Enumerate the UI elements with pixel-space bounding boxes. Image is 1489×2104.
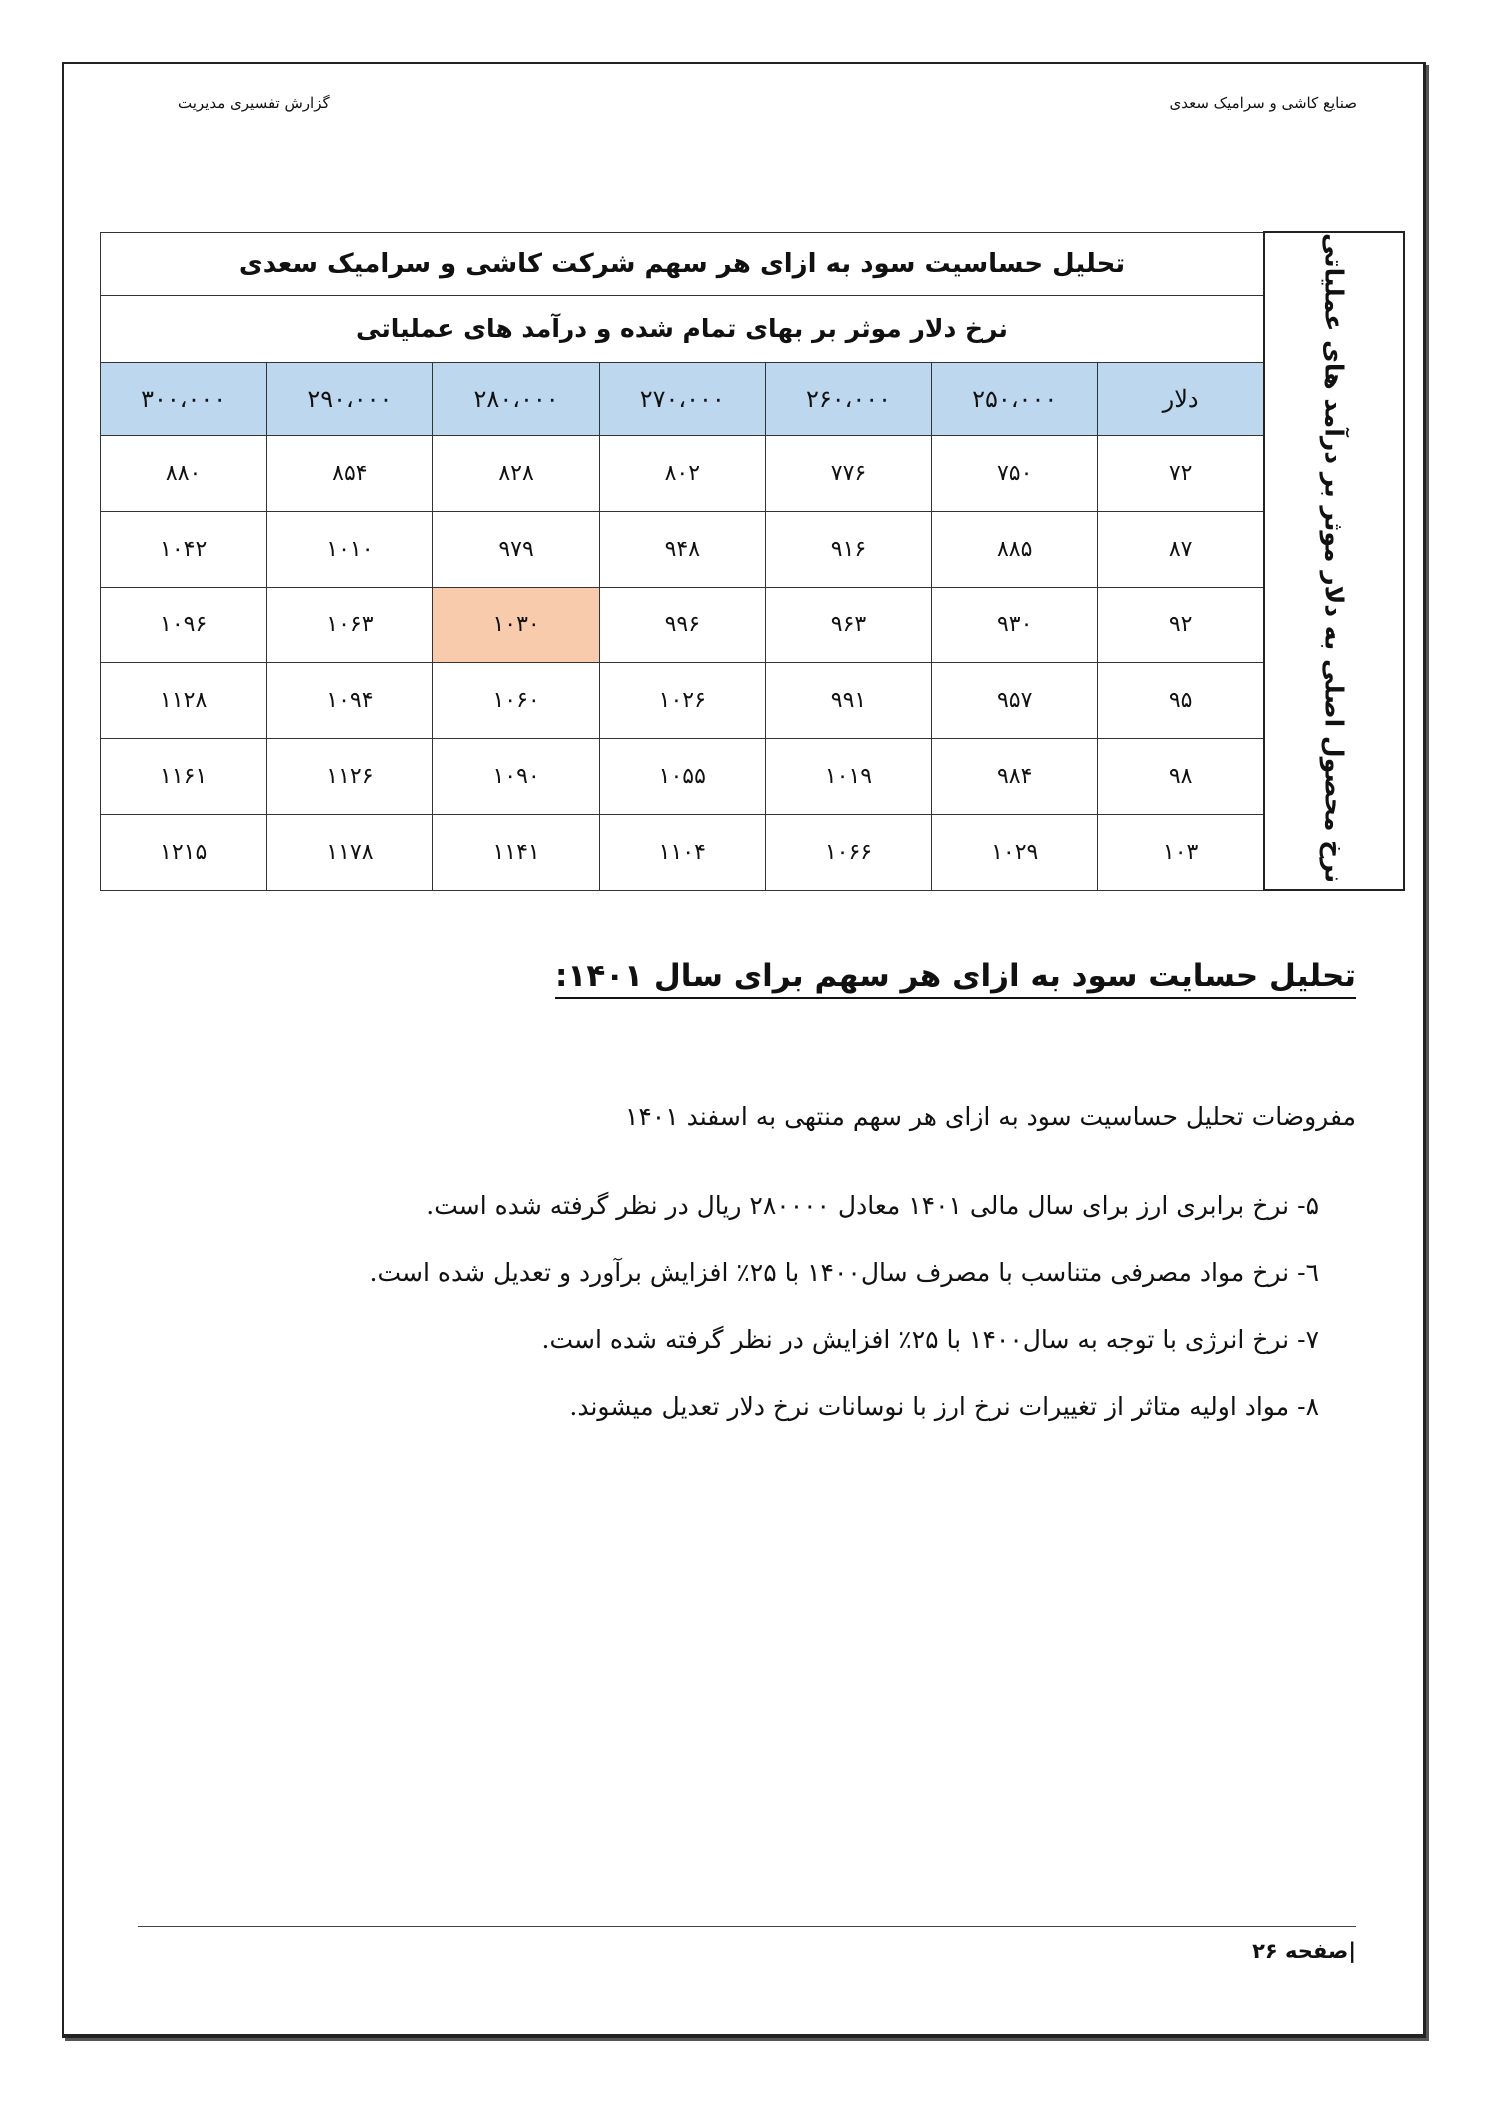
list-item-text: مواد اولیه متاثر از تغییرات نرخ ارز با نوسانات نرخ دلار تعدیل میشوند. [569, 1392, 1290, 1421]
table-cell: ۱۱۶۱ [101, 739, 267, 815]
table-cell: ۱۰۹۰ [433, 739, 599, 815]
table-cell: ۱۱۲۸ [101, 663, 267, 739]
table-cell: ۹۸ [1098, 739, 1264, 815]
table-row [101, 663, 1405, 739]
table-cell: ۱۰۹۴ [267, 663, 433, 739]
table-cell: ۹۳۰ [932, 587, 1098, 663]
table-side-label: نرخ محصول اصلی به دلار موثر بر درآمد های عملیاتی [1319, 233, 1349, 884]
table-cell: ۹۹۶ [599, 587, 765, 663]
list-item-text: نرخ برابری ارز برای سال مالی ۱۴۰۱ معادل ۲۸۰۰۰۰ ریال در نظر گرفته شده است. [426, 1191, 1290, 1220]
table-cell: ۱۱۷۸ [267, 814, 433, 890]
table-cell: ۸۸۰ [101, 436, 267, 512]
section-title: تحلیل حسایت سود به ازای هر سهم برای سال ۱۴۰۱: [555, 958, 1356, 999]
table-cell: ۱۱۲۶ [267, 739, 433, 815]
header-company-name: صنایع کاشی و سرامیک سعدی [1169, 94, 1357, 112]
table-cell: ۱۰۶۶ [765, 814, 931, 890]
table-cell: ۱۲۱۵ [101, 814, 267, 890]
table-cell: ۱۰۲۶ [599, 663, 765, 739]
table-cell: ۹۸۴ [932, 739, 1098, 815]
list-item [370, 1186, 1319, 1253]
list-item [370, 1253, 1319, 1320]
table-cell: ۹۹۱ [765, 663, 931, 739]
list-item-text: نرخ انرژی با توجه به سال۱۴۰۰ با ۲۵٪ افزایش در نظر گرفته شده است. [541, 1325, 1290, 1354]
table-cell: ۸۵۴ [267, 436, 433, 512]
table-cell: ۱۱۴۱ [433, 814, 599, 890]
list-item [370, 1387, 1319, 1454]
page-number: |صفحه ۲۶ [1252, 1939, 1356, 1963]
table-row [101, 436, 1405, 512]
table-cell: ۱۱۰۴ [599, 814, 765, 890]
table-cell: ۹۱۶ [765, 511, 931, 587]
table-header-cell: ۲۹۰،۰۰۰ [267, 362, 433, 435]
table-cell: ۸۲۸ [433, 436, 599, 512]
table-header-cell: ۲۵۰،۰۰۰ [932, 362, 1098, 435]
table-header-cell: دلار [1098, 362, 1264, 435]
table-cell: ۱۰۵۵ [599, 739, 765, 815]
assumption-list [370, 1186, 1319, 1454]
table-row [101, 739, 1405, 815]
table-cell: ۱۰۴۲ [101, 511, 267, 587]
table-header-cell: ۳۰۰،۰۰۰ [101, 362, 267, 435]
table-cell: ۹۷۹ [433, 511, 599, 587]
table-cell: ۱۰۱۰ [267, 511, 433, 587]
table-cell: ۹۴۸ [599, 511, 765, 587]
table-header-cell: ۲۶۰،۰۰۰ [765, 362, 931, 435]
table-header-cell: ۲۷۰،۰۰۰ [599, 362, 765, 435]
assumptions-intro: مفروضات تحلیل حساسیت سود به ازای هر سهم منتهی به اسفند ۱۴۰۱ [624, 1102, 1356, 1131]
table-cell: ۹۲ [1098, 587, 1264, 663]
table-cell: ۷۲ [1098, 436, 1264, 512]
table-cell: ۱۰۶۰ [433, 663, 599, 739]
table-cell: ۱۰۲۹ [932, 814, 1098, 890]
table-cell: ۱۰۹۶ [101, 587, 267, 663]
table-row [101, 511, 1405, 587]
table-side-label-cell [1264, 232, 1404, 890]
table-header-row [101, 362, 1405, 435]
list-item-number: ۵- [1297, 1191, 1319, 1220]
table-header-cell: ۲۸۰،۰۰۰ [433, 362, 599, 435]
table-cell: ۸۷ [1098, 511, 1264, 587]
list-item [370, 1320, 1319, 1387]
table-cell: ۷۵۰ [932, 436, 1098, 512]
table-cell-highlighted: ۱۰۳۰ [433, 587, 599, 663]
list-item-number: ۷- [1297, 1325, 1319, 1354]
list-item-number: ٦- [1297, 1258, 1319, 1287]
table-title: تحلیل حساسیت سود به ازای هر سهم شرکت کاشی و سرامیک سعدی [101, 232, 1265, 295]
table-row [101, 814, 1405, 890]
footer-divider [138, 1926, 1356, 1927]
table-cell: ۱۰۶۳ [267, 587, 433, 663]
table-cell: ۷۷۶ [765, 436, 931, 512]
sensitivity-table [100, 231, 1405, 891]
table-cell: ۱۰۱۹ [765, 739, 931, 815]
list-item-text: نرخ مواد مصرفی متناسب با مصرف سال۱۴۰۰ با ۲۵٪ افزایش برآورد و تعدیل شده است. [369, 1258, 1290, 1287]
table-row [101, 587, 1405, 663]
header-report-title: گزارش تفسیری مدیریت [178, 94, 330, 112]
table-cell: ۹۶۳ [765, 587, 931, 663]
table-subtitle: نرخ دلار موثر بر بهای تمام شده و درآمد های عملیاتی [101, 295, 1265, 362]
table-cell: ۹۵۷ [932, 663, 1098, 739]
table-cell: ۹۵ [1098, 663, 1264, 739]
table-cell: ۱۰۳ [1098, 814, 1264, 890]
table-cell: ۸۰۲ [599, 436, 765, 512]
list-item-number: ۸- [1297, 1392, 1319, 1421]
table-cell: ۸۸۵ [932, 511, 1098, 587]
